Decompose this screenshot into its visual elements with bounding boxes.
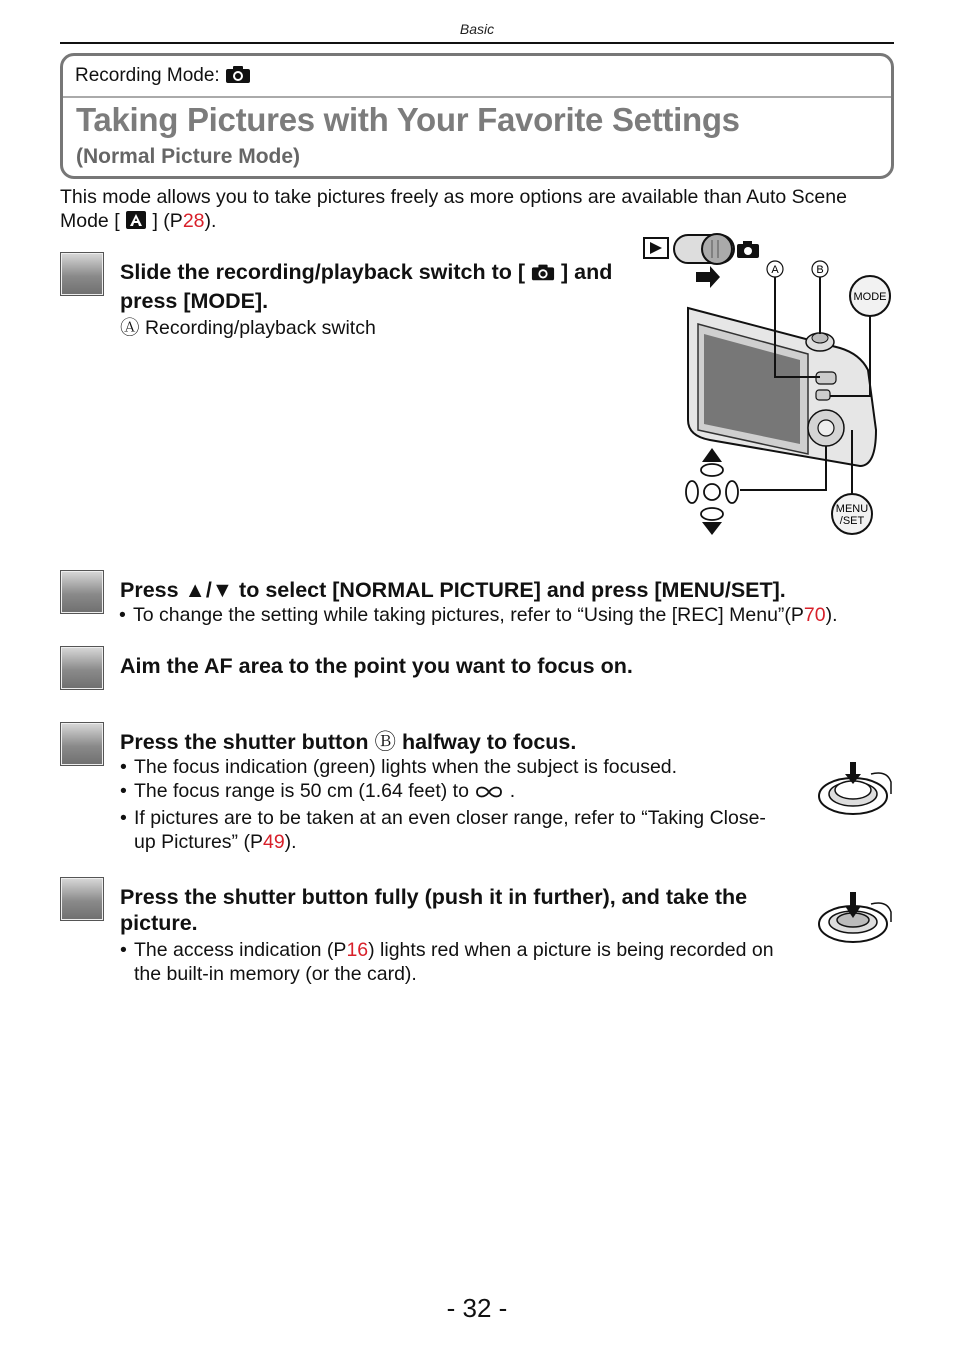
intro-text: This mode allows you to take pictures freely as more options are available than Auto Scene Mode [: [60, 186, 847, 232]
list-item: [120, 806, 770, 854]
menu-button-label-1: MENU: [835, 503, 869, 515]
list-item: [120, 938, 780, 986]
bullet-text-end: ) lights red when a picture is being recorded on the built-in memory (or the card).: [134, 939, 774, 985]
step-4-heading-a: Press the shutter button: [120, 730, 369, 754]
bullet-text-end: ).: [825, 604, 838, 626]
bullet-text: To change the setting while taking pictures, refer to “Using the [REC] Menu”(P: [133, 604, 804, 626]
camera-diagram: [640, 230, 900, 540]
step-4-heading: [120, 729, 770, 755]
step-1-note: [120, 316, 620, 340]
page-link-16[interactable]: 16: [346, 939, 369, 961]
mode-button-label: MODE: [853, 291, 887, 303]
recording-mode-row: [75, 64, 251, 90]
intro-paragraph: [60, 185, 860, 236]
marker-b: Ⓑ: [374, 730, 396, 754]
recording-mode-label: Recording Mode:: [75, 65, 220, 86]
arrow-right-icon: [696, 266, 720, 288]
section-label: Basic: [459, 21, 495, 37]
step-2-heading: Press ▲/▼ to select [NORMAL PICTURE] and press [MENU/SET].: [120, 578, 786, 602]
step-4-marker: [60, 722, 104, 766]
step-5-marker: [60, 877, 104, 921]
step-4: [120, 729, 770, 854]
page-link-28[interactable]: 28: [182, 210, 205, 232]
step-4-bullets: [120, 755, 770, 854]
bullet-text: The focus range is 50 cm (1.64 feet) to: [134, 780, 469, 802]
page-link-49[interactable]: 49: [262, 831, 285, 853]
slide-switch-icon: [674, 234, 734, 264]
page-title: Taking Pictures with Your Favorite Settings: [76, 101, 740, 138]
list-item: • The focus range is 50 cm (1.64 feet) to .: [120, 779, 770, 806]
camera-icon: [737, 241, 759, 258]
header-rule: [60, 42, 894, 44]
step-1-heading-b: ] and press [MODE].: [120, 260, 613, 313]
step-1-heading: [120, 259, 620, 314]
playback-icon: [644, 238, 668, 258]
step-5: [120, 884, 780, 986]
cursor-pad-icon: [686, 448, 738, 535]
step-2-marker: [60, 570, 104, 614]
intro-text-end: ).: [204, 210, 217, 232]
step-1-note-text: Recording/playback switch: [144, 317, 376, 339]
step-4-heading-b: halfway to focus.: [401, 730, 577, 754]
intro-text-mid: ] (P: [152, 210, 183, 232]
label-a: A: [771, 264, 779, 276]
step-3-marker: [60, 646, 104, 690]
infinity-icon: [474, 782, 504, 806]
step-1-marker: [60, 252, 104, 296]
list-item: • The focus indication (green) lights when the subject is focused.: [120, 755, 770, 779]
shutter-half-press-icon: [815, 760, 895, 820]
camera-icon: [531, 262, 555, 288]
marker-a: Ⓐ: [120, 317, 140, 339]
title-divider: [63, 96, 891, 98]
camera-icon: [225, 64, 251, 90]
step-3-heading: Aim the AF area to the point you want to focus on.: [120, 654, 633, 678]
page-number: - 32 -: [446, 1293, 508, 1323]
menu-button-label-2: /SET: [839, 515, 865, 527]
step-5-heading: Press the shutter button fully (push it in further), and take the picture.: [120, 885, 748, 935]
step-5-bullets: [120, 938, 780, 986]
step-2-bullets: [119, 603, 910, 627]
camera-body: [688, 308, 876, 466]
list-item: [119, 603, 910, 627]
auto-scene-icon: [125, 210, 147, 236]
bullet-text-end: ).: [284, 831, 297, 853]
step-1: [120, 259, 620, 340]
page-link-70[interactable]: 70: [803, 604, 826, 626]
shutter-full-press-icon: [815, 890, 895, 946]
step-1-heading-a: Slide the recording/playback switch to [: [120, 260, 526, 284]
bullet-text: The access indication (P: [134, 939, 347, 961]
step-2: [120, 577, 910, 627]
label-b: B: [816, 264, 824, 276]
page-subtitle: (Normal Picture Mode): [76, 145, 301, 168]
bullet-text: If pictures are to be taken at an even closer range, refer to “Taking Close-up Pictures” (P: [134, 807, 766, 853]
